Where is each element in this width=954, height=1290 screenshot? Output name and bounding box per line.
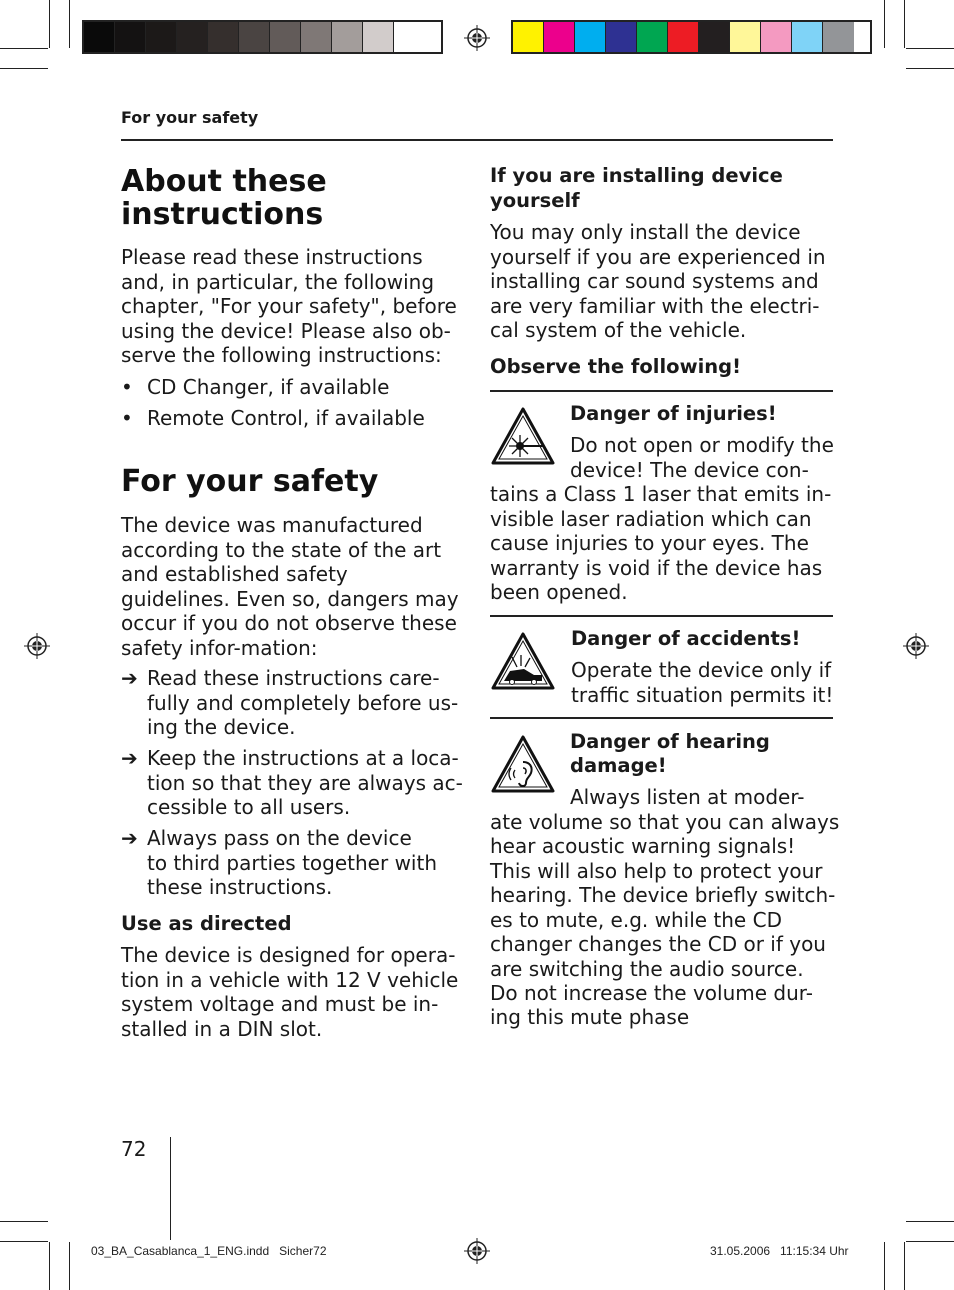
crop-mark bbox=[0, 48, 48, 49]
accidents-line: Operate the device only if bbox=[571, 658, 832, 682]
color-swatch bbox=[575, 22, 606, 52]
hearing-line: ate volume so that you can always bbox=[490, 810, 840, 834]
accidents-title: Danger of accidents! bbox=[571, 627, 801, 650]
bullet-text: CD Changer, if available bbox=[147, 375, 390, 399]
injuries-line: been opened. bbox=[490, 580, 628, 604]
header-rule bbox=[121, 139, 833, 141]
crop-mark bbox=[0, 1221, 48, 1222]
crop-mark bbox=[906, 68, 954, 69]
color-swatch bbox=[239, 22, 270, 52]
use-body: The device is designed for opera-tion in a vehicle with 12 V vehicle system voltage and must be in-stalled in a DIN slot. bbox=[121, 943, 459, 1041]
arrow-icon: ➔ bbox=[121, 666, 138, 690]
bullet-text: Remote Control, if available bbox=[147, 406, 425, 430]
page-number-rule bbox=[170, 1137, 171, 1240]
crop-mark bbox=[69, 0, 70, 48]
color-swatch bbox=[637, 22, 668, 52]
injuries-line: tains a Class 1 laser that emits in- bbox=[490, 482, 832, 506]
arrow-line: ing the device. bbox=[147, 715, 296, 739]
color-swatch bbox=[823, 22, 854, 52]
crop-mark bbox=[69, 1242, 70, 1290]
crop-mark bbox=[0, 68, 48, 69]
crop-mark bbox=[0, 1241, 48, 1242]
crop-mark bbox=[49, 0, 50, 48]
arrow-line: Always pass on the device bbox=[147, 826, 412, 850]
color-swatch bbox=[730, 22, 761, 52]
color-swatch bbox=[115, 22, 146, 52]
hearing-line: changer changes the CD or if you bbox=[490, 932, 826, 956]
hearing-line: es to mute, e.g. while the CD bbox=[490, 908, 782, 932]
hearing-line: Always listen at moder- bbox=[570, 785, 805, 809]
arrow-text bbox=[147, 666, 458, 740]
color-swatch bbox=[301, 22, 332, 52]
injuries-line: Do not open or modify the bbox=[570, 433, 834, 457]
timestamp-slug: 31.05.2006 11:15:34 Uhr bbox=[710, 1244, 849, 1258]
arrow-icon: ➔ bbox=[121, 746, 138, 770]
registration-mark-icon bbox=[464, 25, 490, 51]
arrow-text bbox=[147, 746, 463, 820]
color-swatch bbox=[363, 22, 394, 52]
crop-mark bbox=[904, 1242, 905, 1290]
arrow-line: fully and completely before us- bbox=[147, 690, 459, 715]
section-rule bbox=[490, 717, 833, 719]
crop-mark bbox=[884, 0, 885, 48]
crop-mark bbox=[884, 1242, 885, 1290]
injuries-line: cause injuries to your eyes. The bbox=[490, 531, 809, 555]
section-rule bbox=[490, 390, 833, 392]
color-swatch bbox=[668, 22, 699, 52]
color-swatch bbox=[84, 22, 115, 52]
hearing-line: hear acoustic warning signals! bbox=[490, 834, 796, 858]
accident-warning-icon bbox=[490, 631, 556, 691]
color-swatch bbox=[544, 22, 575, 52]
about-title: About these instructions bbox=[121, 164, 327, 232]
color-swatch bbox=[513, 22, 544, 52]
registration-mark-icon bbox=[24, 633, 50, 659]
color-swatch bbox=[177, 22, 208, 52]
section-rule bbox=[490, 615, 833, 617]
page-number: 72 bbox=[121, 1137, 147, 1161]
about-body: Please read these instructions and, in particular, the following chapter, "For your safety", before using the device! Please also ob-serve the following instructions: bbox=[121, 245, 457, 367]
file-slug: 03_BA_Casablanca_1_ENG.indd Sicher72 bbox=[91, 1244, 327, 1258]
color-swatch bbox=[699, 22, 730, 52]
running-header: For your safety bbox=[121, 108, 259, 127]
injuries-line: warranty is void if the device has bbox=[490, 556, 823, 580]
install-title: If you are installing device yourself bbox=[490, 164, 783, 212]
safety-title: For your safety bbox=[121, 464, 379, 499]
injuries-line: visible laser radiation which can bbox=[490, 507, 812, 531]
color-swatch bbox=[146, 22, 177, 52]
color-swatch bbox=[606, 22, 637, 52]
color-swatch bbox=[332, 22, 363, 52]
registration-mark-icon bbox=[903, 633, 929, 659]
hearing-warning-icon bbox=[490, 734, 556, 794]
hearing-line: This will also help to protect your bbox=[490, 859, 823, 883]
crop-mark bbox=[906, 1221, 954, 1222]
arrow-line: Read these instructions care- bbox=[147, 666, 440, 690]
process-color-bar bbox=[511, 20, 872, 54]
arrow-text bbox=[147, 826, 437, 900]
color-swatch bbox=[270, 22, 301, 52]
crop-mark bbox=[49, 1242, 50, 1290]
crop-mark bbox=[904, 0, 905, 48]
arrow-line: these instructions. bbox=[147, 875, 333, 899]
use-title: Use as directed bbox=[121, 912, 292, 935]
bullet-icon: • bbox=[121, 406, 133, 430]
color-swatch bbox=[792, 22, 823, 52]
color-swatch bbox=[394, 22, 425, 52]
install-body: You may only install the device yourself if you are experienced in installing car sound systems and are very familiar with the electri-cal system of the vehicle. bbox=[490, 220, 826, 342]
bullet-icon: • bbox=[121, 375, 133, 399]
color-swatch bbox=[761, 22, 792, 52]
hearing-line: Do not increase the volume dur- bbox=[490, 981, 813, 1005]
arrow-icon: ➔ bbox=[121, 826, 138, 850]
safety-body: The device was manufactured according to the state of the art and established safety guidelines. Even so, dangers may occur if you do not observe these safety infor-mation: bbox=[121, 513, 459, 660]
color-swatch bbox=[208, 22, 239, 52]
grayscale-color-bar bbox=[82, 20, 443, 54]
crop-mark bbox=[906, 48, 954, 49]
hearing-line: ing this mute phase bbox=[490, 1005, 690, 1029]
hearing-title: damage! bbox=[570, 754, 667, 777]
arrow-line: tion so that they are always ac- bbox=[147, 770, 463, 795]
injuries-line: device! The device con- bbox=[570, 458, 809, 482]
hearing-title: Danger of hearing bbox=[570, 730, 770, 753]
observe-title: Observe the following! bbox=[490, 355, 742, 378]
crop-mark bbox=[906, 1241, 954, 1242]
arrow-line: Keep the instructions at a loca- bbox=[147, 746, 459, 770]
arrow-line: cessible to all users. bbox=[147, 795, 351, 819]
arrow-line: to third parties together with bbox=[147, 850, 437, 875]
hearing-line: are switching the audio source. bbox=[490, 957, 804, 981]
laser-warning-icon bbox=[490, 406, 556, 466]
injuries-title: Danger of injuries! bbox=[570, 402, 777, 425]
registration-mark-icon bbox=[464, 1238, 490, 1264]
hearing-line: hearing. The device briefly switch- bbox=[490, 883, 836, 907]
accidents-line: traffic situation permits it! bbox=[571, 683, 834, 707]
